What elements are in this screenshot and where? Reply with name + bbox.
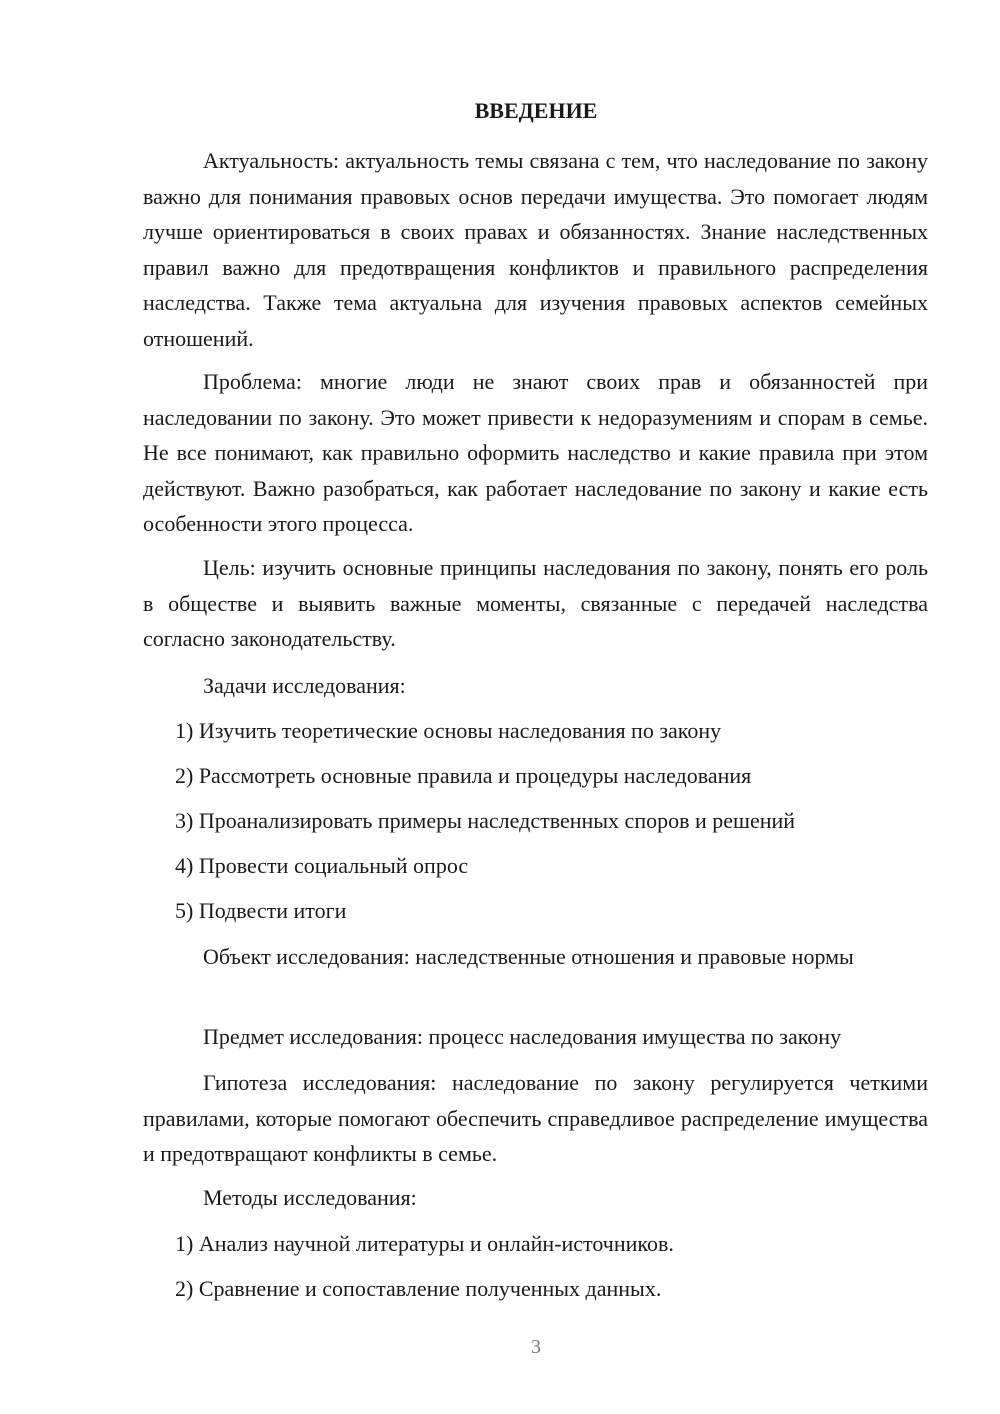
goal-paragraph: Цель: изучить основные принципы наследования по закону, понять его роль в обществе и выявить важные моменты, связанные с передачей наследства согласно законодательству. [143,555,928,651]
list-item: 4) Провести социальный опрос [175,853,469,878]
list-item: 2) Сравнение и сопоставление полученных данных. [175,1276,662,1301]
list-item: 1) Изучить теоретические основы наследования по закону [175,718,722,743]
problem-paragraph: Проблема: многие люди не знают своих прав и обязанностей при наследовании по закону. Это может привести к недоразумениям и спорам в семье. Не все понимают, как правильно оформить наследство и какие правила при этом действуют. Важно разобраться, как работает наследование по закону и какие есть особенности этого процесса. [143,369,928,536]
list-item: 2) Рассмотреть основные правила и процедуры наследования [175,763,752,788]
methods-heading: Методы исследования: [203,1185,417,1210]
list-item: 1) Анализ научной литературы и онлайн-источников. [175,1231,674,1256]
page-title: ВВЕДЕНИЕ [474,98,598,123]
list-item: 5) Подвести итоги [175,898,347,923]
relevance-paragraph: Актуальность: актуальность темы связана с тем, что наследование по закону важно для понимания правовых основ передачи имущества. Это помогает людям лучше ориентироваться в своих правах и обязанностях. Знание наследственных правил важно для предотвращения конфликтов и правильного распределения наследства. Также тема актуальна для изучения правовых аспектов семейных отношений. [143,148,928,351]
subject-paragraph: Предмет исследования: процесс наследования имущества по закону [203,1024,842,1049]
page-number: 3 [531,1336,541,1358]
hypothesis-paragraph: Гипотеза исследования: наследование по закону регулируется четкими правилами, которые помогают обеспечить справедливое распределение имущества и предотвращают конфликты в семье. [143,1070,928,1166]
object-paragraph: Объект исследования: наследственные отношения и правовые нормы [203,944,854,969]
tasks-heading: Задачи исследования: [203,673,406,698]
list-item: 3) Проанализировать примеры наследственных споров и решений [175,808,796,833]
